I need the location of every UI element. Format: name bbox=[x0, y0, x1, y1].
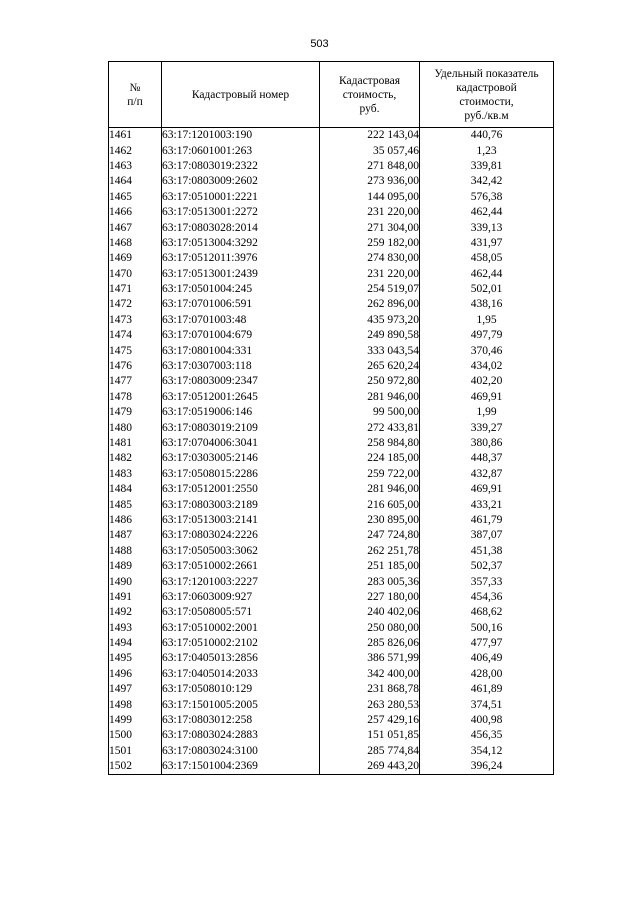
table-row bbox=[109, 282, 554, 297]
specific-indicator: 374,51 bbox=[420, 697, 554, 712]
cadastral-number: 63:17:0803019:2322 bbox=[162, 159, 320, 174]
table-row bbox=[109, 343, 554, 358]
table-row bbox=[109, 559, 554, 574]
cadastral-cost: 231 220,00 bbox=[320, 267, 420, 282]
specific-indicator: 387,07 bbox=[420, 528, 554, 543]
cadastral-cost: 259 182,00 bbox=[320, 236, 420, 251]
cadastral-cost: 254 519,07 bbox=[320, 282, 420, 297]
table-row bbox=[109, 759, 554, 775]
table-row bbox=[109, 574, 554, 589]
cadastral-number: 63:17:0803019:2109 bbox=[162, 420, 320, 435]
cadastral-number: 63:17:0505003:3062 bbox=[162, 544, 320, 559]
cadastral-number: 63:17:0803009:2347 bbox=[162, 374, 320, 389]
row-number: 1474 bbox=[109, 328, 162, 343]
cadastral-cost: 274 830,00 bbox=[320, 251, 420, 266]
cadastral-cost: 265 620,24 bbox=[320, 359, 420, 374]
row-number: 1502 bbox=[109, 759, 162, 775]
cadastral-cost: 247 724,80 bbox=[320, 528, 420, 543]
table-row bbox=[109, 236, 554, 251]
header-cost-line-1: Кадастровая bbox=[338, 74, 401, 87]
cadastral-number: 63:17:0303005:2146 bbox=[162, 451, 320, 466]
specific-indicator: 462,44 bbox=[420, 205, 554, 220]
row-number: 1496 bbox=[109, 667, 162, 682]
row-number: 1479 bbox=[109, 405, 162, 420]
cadastral-cost: 272 433,81 bbox=[320, 420, 420, 435]
specific-indicator: 370,46 bbox=[420, 343, 554, 358]
cadastral-number: 63:17:0508015:2286 bbox=[162, 467, 320, 482]
cadastral-cost: 250 080,00 bbox=[320, 621, 420, 636]
specific-indicator: 469,91 bbox=[420, 390, 554, 405]
specific-indicator: 428,00 bbox=[420, 667, 554, 682]
row-number: 1497 bbox=[109, 682, 162, 697]
cadastral-number: 63:17:0508010:129 bbox=[162, 682, 320, 697]
row-number: 1478 bbox=[109, 390, 162, 405]
cadastral-number: 63:17:0512001:2550 bbox=[162, 482, 320, 497]
cadastral-cost: 216 605,00 bbox=[320, 497, 420, 512]
table-row bbox=[109, 467, 554, 482]
table-row bbox=[109, 528, 554, 543]
cadastral-cost: 231 220,00 bbox=[320, 205, 420, 220]
specific-indicator: 502,01 bbox=[420, 282, 554, 297]
row-number: 1484 bbox=[109, 482, 162, 497]
cadastral-number: 63:17:0508005:571 bbox=[162, 605, 320, 620]
cadastral-number: 63:17:0510001:2221 bbox=[162, 190, 320, 205]
table-row bbox=[109, 744, 554, 759]
specific-indicator: 456,35 bbox=[420, 728, 554, 743]
cadastral-cost: 35 057,46 bbox=[320, 143, 420, 158]
table-row bbox=[109, 220, 554, 235]
table-row bbox=[109, 697, 554, 712]
cadastral-number: 63:17:0701004:679 bbox=[162, 328, 320, 343]
specific-indicator: 380,86 bbox=[420, 436, 554, 451]
table-row bbox=[109, 451, 554, 466]
cadastral-number: 63:17:1201003:2227 bbox=[162, 574, 320, 589]
header-number-line-2: п/п bbox=[127, 95, 143, 108]
cadastral-number: 63:17:0803012:258 bbox=[162, 713, 320, 728]
table-row bbox=[109, 682, 554, 697]
cadastral-cost: 281 946,00 bbox=[320, 482, 420, 497]
cadastral-number: 63:17:0501004:245 bbox=[162, 282, 320, 297]
cadastral-number: 63:17:0603009:927 bbox=[162, 590, 320, 605]
row-number: 1473 bbox=[109, 313, 162, 328]
cadastral-cost: 435 973,20 bbox=[320, 313, 420, 328]
specific-indicator: 454,36 bbox=[420, 590, 554, 605]
row-number: 1488 bbox=[109, 544, 162, 559]
cadastral-cost: 271 848,00 bbox=[320, 159, 420, 174]
table-row bbox=[109, 390, 554, 405]
specific-indicator: 438,16 bbox=[420, 297, 554, 312]
row-number: 1461 bbox=[109, 128, 162, 144]
cadastral-number: 63:17:0405014:2033 bbox=[162, 667, 320, 682]
specific-indicator: 339,13 bbox=[420, 220, 554, 235]
header-specific-line-2: кадастровой bbox=[456, 81, 517, 94]
table-row bbox=[109, 143, 554, 158]
header-specific-line-3: стоимости, bbox=[459, 95, 514, 108]
header-specific-line-4: руб./кв.м bbox=[464, 109, 509, 122]
row-number: 1482 bbox=[109, 451, 162, 466]
cadastral-cost: 258 984,80 bbox=[320, 436, 420, 451]
cadastral-cost: 224 185,00 bbox=[320, 451, 420, 466]
table-row bbox=[109, 205, 554, 220]
cadastral-cost: 99 500,00 bbox=[320, 405, 420, 420]
cadastral-number: 63:17:0510002:2001 bbox=[162, 621, 320, 636]
specific-indicator: 406,49 bbox=[420, 651, 554, 666]
table-row bbox=[109, 359, 554, 374]
row-number: 1491 bbox=[109, 590, 162, 605]
table-row bbox=[109, 605, 554, 620]
row-number: 1472 bbox=[109, 297, 162, 312]
specific-indicator: 1,99 bbox=[420, 405, 554, 420]
table-row bbox=[109, 420, 554, 435]
cadastral-cost: 342 400,00 bbox=[320, 667, 420, 682]
cadastral-value-table bbox=[108, 61, 554, 775]
specific-indicator: 431,97 bbox=[420, 236, 554, 251]
specific-indicator: 339,81 bbox=[420, 159, 554, 174]
cadastral-cost: 231 868,78 bbox=[320, 682, 420, 697]
cadastral-number: 63:17:1201003:190 bbox=[162, 128, 320, 144]
row-number: 1483 bbox=[109, 467, 162, 482]
cadastral-number: 63:17:0803028:2014 bbox=[162, 220, 320, 235]
table-row bbox=[109, 267, 554, 282]
table-row bbox=[109, 405, 554, 420]
row-number: 1467 bbox=[109, 220, 162, 235]
row-number: 1485 bbox=[109, 497, 162, 512]
table-row bbox=[109, 728, 554, 743]
row-number: 1500 bbox=[109, 728, 162, 743]
row-number: 1464 bbox=[109, 174, 162, 189]
cadastral-cost: 283 005,36 bbox=[320, 574, 420, 589]
header-specific-indicator bbox=[420, 62, 554, 128]
table-row bbox=[109, 374, 554, 389]
specific-indicator: 497,79 bbox=[420, 328, 554, 343]
page-number: 503 bbox=[310, 38, 329, 50]
cadastral-number: 63:17:0801004:331 bbox=[162, 343, 320, 358]
row-number: 1480 bbox=[109, 420, 162, 435]
cadastral-cost: 386 571,99 bbox=[320, 651, 420, 666]
table-row bbox=[109, 159, 554, 174]
cadastral-number: 63:17:0803024:2883 bbox=[162, 728, 320, 743]
row-number: 1487 bbox=[109, 528, 162, 543]
cadastral-number: 63:17:0601001:263 bbox=[162, 143, 320, 158]
cadastral-number: 63:17:0803009:2602 bbox=[162, 174, 320, 189]
cadastral-cost: 333 043,54 bbox=[320, 343, 420, 358]
table-row bbox=[109, 482, 554, 497]
row-number: 1470 bbox=[109, 267, 162, 282]
header-cadastral-number: Кадастровый номер bbox=[162, 62, 320, 128]
cadastral-cost: 222 143,04 bbox=[320, 128, 420, 144]
cadastral-cost: 249 890,58 bbox=[320, 328, 420, 343]
specific-indicator: 502,37 bbox=[420, 559, 554, 574]
row-number: 1468 bbox=[109, 236, 162, 251]
specific-indicator: 469,91 bbox=[420, 482, 554, 497]
table-row bbox=[109, 621, 554, 636]
specific-indicator: 342,42 bbox=[420, 174, 554, 189]
header-cadastral-cost bbox=[320, 62, 420, 128]
row-number: 1494 bbox=[109, 636, 162, 651]
header-specific-line-1: Удельный показатель bbox=[434, 67, 539, 80]
cadastral-cost: 273 936,00 bbox=[320, 174, 420, 189]
cadastral-cost: 240 402,06 bbox=[320, 605, 420, 620]
header-number-line-1: № bbox=[129, 81, 141, 94]
specific-indicator: 1,95 bbox=[420, 313, 554, 328]
cadastral-cost: 151 051,85 bbox=[320, 728, 420, 743]
specific-indicator: 402,20 bbox=[420, 374, 554, 389]
cadastral-number: 63:17:0519006:146 bbox=[162, 405, 320, 420]
row-number: 1489 bbox=[109, 559, 162, 574]
specific-indicator: 339,27 bbox=[420, 420, 554, 435]
header-cost-line-3: руб. bbox=[359, 102, 380, 115]
row-number: 1469 bbox=[109, 251, 162, 266]
specific-indicator: 396,24 bbox=[420, 759, 554, 775]
cadastral-number: 63:17:0512011:3976 bbox=[162, 251, 320, 266]
row-number: 1465 bbox=[109, 190, 162, 205]
cadastral-number: 63:17:0512001:2645 bbox=[162, 390, 320, 405]
table-row bbox=[109, 313, 554, 328]
specific-indicator: 1,23 bbox=[420, 143, 554, 158]
cadastral-cost: 259 722,00 bbox=[320, 467, 420, 482]
row-number: 1499 bbox=[109, 713, 162, 728]
cadastral-number: 63:17:0803003:2189 bbox=[162, 497, 320, 512]
specific-indicator: 434,02 bbox=[420, 359, 554, 374]
table-row bbox=[109, 667, 554, 682]
specific-indicator: 451,38 bbox=[420, 544, 554, 559]
table-row bbox=[109, 651, 554, 666]
cadastral-number: 63:17:0704006:3041 bbox=[162, 436, 320, 451]
header-cost-line-2: стоимость, bbox=[342, 88, 397, 101]
cadastral-cost: 281 946,00 bbox=[320, 390, 420, 405]
cadastral-number: 63:17:0701006:591 bbox=[162, 297, 320, 312]
cadastral-number: 63:17:0307003:118 bbox=[162, 359, 320, 374]
cadastral-cost: 269 443,20 bbox=[320, 759, 420, 775]
row-number: 1481 bbox=[109, 436, 162, 451]
cadastral-cost: 227 180,00 bbox=[320, 590, 420, 605]
cadastral-number: 63:17:0510002:2661 bbox=[162, 559, 320, 574]
specific-indicator: 400,98 bbox=[420, 713, 554, 728]
cadastral-number: 63:17:0513004:3292 bbox=[162, 236, 320, 251]
cadastral-number: 63:17:0513001:2439 bbox=[162, 267, 320, 282]
table-row bbox=[109, 713, 554, 728]
cadastral-cost: 262 896,00 bbox=[320, 297, 420, 312]
table-row bbox=[109, 297, 554, 312]
specific-indicator: 448,37 bbox=[420, 451, 554, 466]
table-row bbox=[109, 128, 554, 144]
specific-indicator: 440,76 bbox=[420, 128, 554, 144]
cadastral-cost: 271 304,00 bbox=[320, 220, 420, 235]
specific-indicator: 576,38 bbox=[420, 190, 554, 205]
specific-indicator: 432,87 bbox=[420, 467, 554, 482]
cadastral-cost: 285 774,84 bbox=[320, 744, 420, 759]
row-number: 1463 bbox=[109, 159, 162, 174]
row-number: 1475 bbox=[109, 343, 162, 358]
cadastral-cost: 262 251,78 bbox=[320, 544, 420, 559]
cadastral-number: 63:17:0405013:2856 bbox=[162, 651, 320, 666]
cadastral-cost: 144 095,00 bbox=[320, 190, 420, 205]
row-number: 1477 bbox=[109, 374, 162, 389]
cadastral-number: 63:17:0803024:2226 bbox=[162, 528, 320, 543]
row-number: 1492 bbox=[109, 605, 162, 620]
specific-indicator: 357,33 bbox=[420, 574, 554, 589]
cadastral-number: 63:17:0803024:3100 bbox=[162, 744, 320, 759]
cadastral-cost: 250 972,80 bbox=[320, 374, 420, 389]
specific-indicator: 468,62 bbox=[420, 605, 554, 620]
row-number: 1462 bbox=[109, 143, 162, 158]
header-number bbox=[109, 62, 162, 128]
table-row bbox=[109, 636, 554, 651]
row-number: 1501 bbox=[109, 744, 162, 759]
cadastral-number: 63:17:0701003:48 bbox=[162, 313, 320, 328]
table-row bbox=[109, 174, 554, 189]
specific-indicator: 461,89 bbox=[420, 682, 554, 697]
row-number: 1466 bbox=[109, 205, 162, 220]
specific-indicator: 433,21 bbox=[420, 497, 554, 512]
table-row bbox=[109, 497, 554, 512]
cadastral-number: 63:17:1501004:2369 bbox=[162, 759, 320, 775]
table-row bbox=[109, 590, 554, 605]
row-number: 1471 bbox=[109, 282, 162, 297]
cadastral-number: 63:17:0513003:2141 bbox=[162, 513, 320, 528]
cadastral-number: 63:17:0510002:2102 bbox=[162, 636, 320, 651]
table-row bbox=[109, 436, 554, 451]
table-row bbox=[109, 190, 554, 205]
cadastral-cost: 230 895,00 bbox=[320, 513, 420, 528]
specific-indicator: 461,79 bbox=[420, 513, 554, 528]
row-number: 1498 bbox=[109, 697, 162, 712]
table-row bbox=[109, 251, 554, 266]
cadastral-number: 63:17:1501005:2005 bbox=[162, 697, 320, 712]
table-row bbox=[109, 328, 554, 343]
row-number: 1476 bbox=[109, 359, 162, 374]
row-number: 1495 bbox=[109, 651, 162, 666]
row-number: 1490 bbox=[109, 574, 162, 589]
table-header-row bbox=[109, 62, 554, 128]
cadastral-cost: 251 185,00 bbox=[320, 559, 420, 574]
cadastral-cost: 263 280,53 bbox=[320, 697, 420, 712]
specific-indicator: 354,12 bbox=[420, 744, 554, 759]
table-row bbox=[109, 544, 554, 559]
specific-indicator: 500,16 bbox=[420, 621, 554, 636]
cadastral-cost: 285 826,06 bbox=[320, 636, 420, 651]
cadastral-cost: 257 429,16 bbox=[320, 713, 420, 728]
specific-indicator: 462,44 bbox=[420, 267, 554, 282]
cadastral-number: 63:17:0513001:2272 bbox=[162, 205, 320, 220]
row-number: 1493 bbox=[109, 621, 162, 636]
row-number: 1486 bbox=[109, 513, 162, 528]
specific-indicator: 477,97 bbox=[420, 636, 554, 651]
specific-indicator: 458,05 bbox=[420, 251, 554, 266]
table-row bbox=[109, 513, 554, 528]
table-body bbox=[109, 128, 554, 775]
